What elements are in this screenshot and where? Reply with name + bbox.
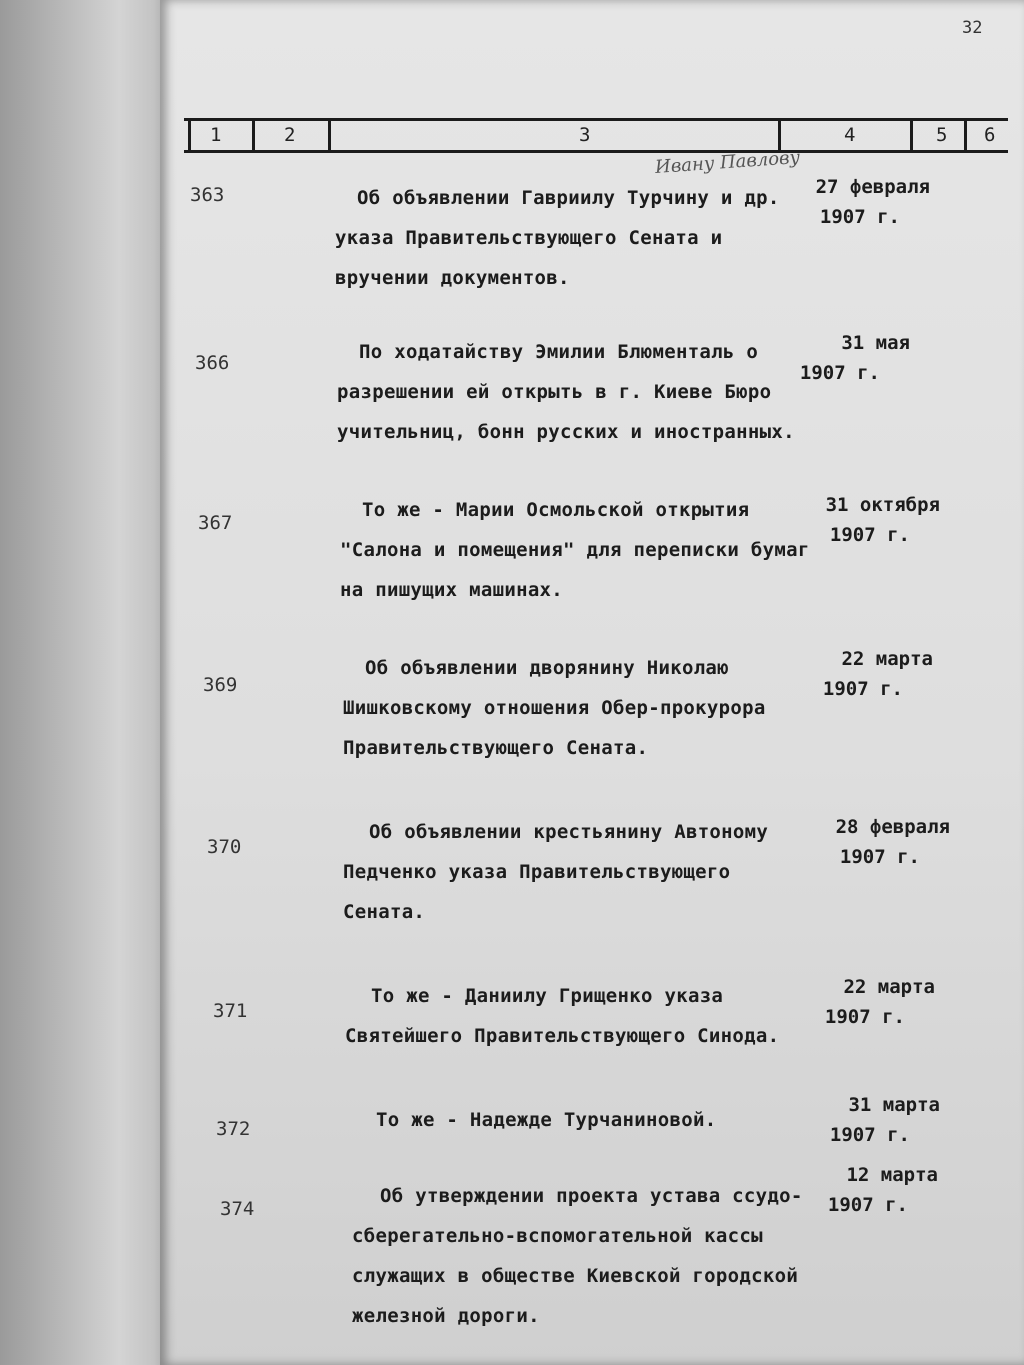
entry-date-year: 1907 г. — [822, 678, 903, 700]
entry-number: 370 — [207, 836, 242, 858]
entry-date-year: 1907 г. — [799, 362, 880, 384]
column-label-4: 4 — [844, 124, 856, 146]
entry-date-year: 1907 г. — [829, 524, 910, 546]
column-header-table — [184, 112, 1008, 156]
entry-date — [760, 328, 910, 388]
entry-date — [788, 1160, 938, 1220]
entry-description: То же - Марии Осмольской открытия "Салона и помещения" для переписки бумаг на пишущих машинах. — [340, 499, 810, 601]
entry-number: 369 — [203, 674, 238, 696]
entry-date — [800, 812, 950, 872]
header-divider — [910, 118, 913, 153]
entry-description: По ходатайству Эмилии Блюменталь о разрешении ей открыть в г. Киеве Бюро учительниц, бонн русских и иностранных. — [337, 341, 795, 443]
column-label-3: 3 — [579, 124, 591, 146]
header-divider — [252, 118, 255, 153]
entry-date-day: 28 февраля — [835, 816, 950, 838]
entry-number: 372 — [216, 1118, 251, 1140]
entry-description: Об утверждении проекта устава ссудо-сберегательно-вспомогательной кассы служащих в обществе Киевской городской железной дороги. — [352, 1185, 803, 1327]
entry-date-year: 1907 г. — [827, 1194, 908, 1216]
entry-description: То же - Даниилу Грищенко указа Святейшего Правительствующего Синода. — [345, 985, 780, 1047]
header-divider — [964, 118, 967, 153]
entry-date-day: 22 марта — [841, 648, 933, 670]
entry-number: 363 — [190, 184, 225, 206]
entry-number: 374 — [220, 1198, 255, 1220]
column-label-2: 2 — [284, 124, 296, 146]
entry-date-day: 31 марта — [848, 1094, 940, 1116]
entry-date-year: 1907 г. — [819, 206, 900, 228]
entry-date — [790, 1090, 940, 1150]
entry-date-year: 1907 г. — [829, 1124, 910, 1146]
entry-description: Об объявлении дворянину Николаю Шишковскому отношения Обер-прокурора Правительствующего Сената. — [343, 657, 766, 759]
entry-date — [790, 490, 940, 550]
entry-date — [780, 172, 930, 232]
entry-date-day: 31 октября — [825, 494, 940, 516]
entry-date-day: 31 мая — [841, 332, 910, 354]
entry-date-day: 22 марта — [843, 976, 935, 998]
column-label-1: 1 — [210, 124, 222, 146]
header-bottom-rule — [184, 150, 1008, 153]
entry-date — [785, 972, 935, 1032]
entry-number: 367 — [198, 512, 233, 534]
entry-date-day: 27 февраля — [815, 176, 930, 198]
entry-description: Об объявлении крестьянину Автоному Педченко указа Правительствующего Сената. — [343, 821, 769, 923]
binding-gutter — [0, 0, 170, 1365]
column-label-5: 5 — [936, 124, 948, 146]
page-number: 32 — [962, 18, 983, 38]
header-divider — [328, 118, 331, 153]
entry-date-year: 1907 г. — [824, 1006, 905, 1028]
header-top-rule — [184, 118, 1008, 121]
entry-date — [783, 644, 933, 704]
entry-number: 371 — [213, 1000, 248, 1022]
entry-date-day: 12 марта — [846, 1164, 938, 1186]
entry-number: 366 — [195, 352, 230, 374]
handwritten-annotation: Ивану Павлову — [654, 146, 801, 179]
column-label-6: 6 — [984, 124, 996, 146]
header-divider — [188, 118, 191, 153]
entry-description: Об объявлении Гавриилу Турчину и др. указа Правительствующего Сената и вручении документов. — [335, 187, 780, 289]
entry-description: То же - Надежде Турчаниновой. — [376, 1109, 717, 1131]
entry-date-year: 1907 г. — [839, 846, 920, 868]
